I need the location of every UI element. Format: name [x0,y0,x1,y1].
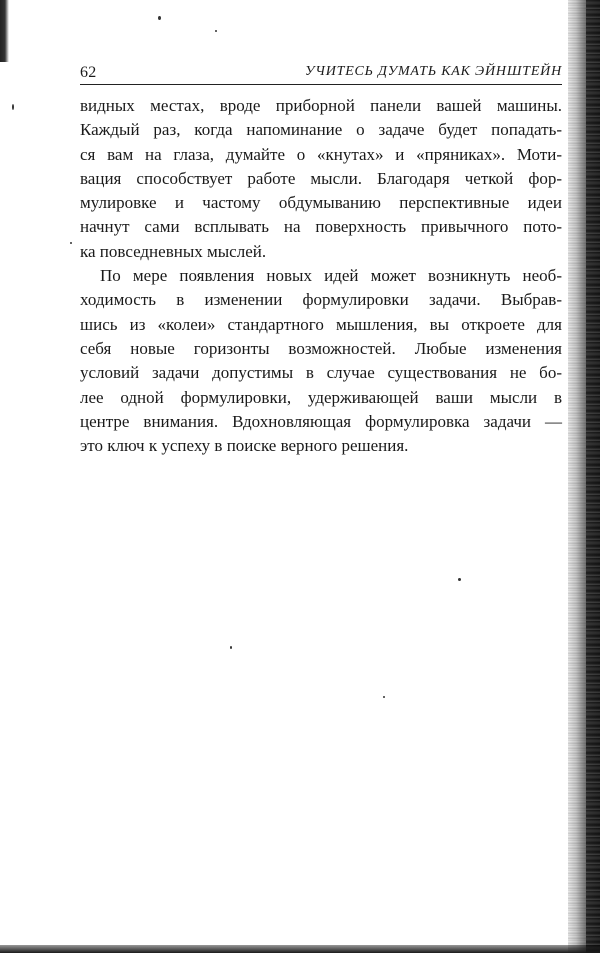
page-number: 62 [80,64,97,81]
paragraph [80,94,562,264]
page-edge-dark [586,0,600,953]
text-line: это ключ к успеху в поиске верного решения. [80,436,409,456]
scan-speck [383,696,385,698]
scan-speck [215,30,217,32]
scan-speck [458,578,461,581]
text-line: ходимость в изменении формулировки задачи. Выбрав- [80,290,562,310]
text-line: По мере появления новых идей может возникнуть необ- [100,266,562,286]
text-line: себя новые горизонты возможностей. Любые изменения [80,338,562,358]
text-line: видных местах, вроде приборной панели вашей машины. [80,96,562,115]
binding-shadow [0,0,9,62]
body-text [80,94,562,458]
text-line: начнут сами всплывать на поверхность привычного пото- [80,217,562,237]
scan-speck [70,242,72,244]
text-line: ка повседневных мыслей. [80,241,267,261]
text-line: вация способствует работе мысли. Благодаря четкой фор- [80,168,562,188]
running-head [80,62,562,85]
text-line: Каждый раз, когда напоминание о задаче будет попадать- [80,120,562,140]
text-line: центре внимания. Вдохновляющая формулировка задачи — [80,411,562,431]
text-line: шись из «колеи» стандартного мышления, вы откроете для [80,314,562,334]
paragraph [80,264,562,458]
text-line: ся вам на глаза, думайте о «кнутах» и «пряниках». Моти- [80,144,562,164]
bottom-edge-shadow [0,945,600,953]
scan-speck [12,104,14,110]
text-line: условий задачи допустимы в случае существования не бо- [80,363,562,383]
text-line: мулировке и частому обдумыванию перспективные идеи [80,193,562,213]
scan-speck [230,646,232,649]
scan-speck [158,16,161,20]
running-title: УЧИТЕСЬ ДУМАТЬ КАК ЭЙНШТЕЙН [305,64,562,79]
text-line: лее одной формулировки, удерживающей ваши мысли в [80,387,562,407]
